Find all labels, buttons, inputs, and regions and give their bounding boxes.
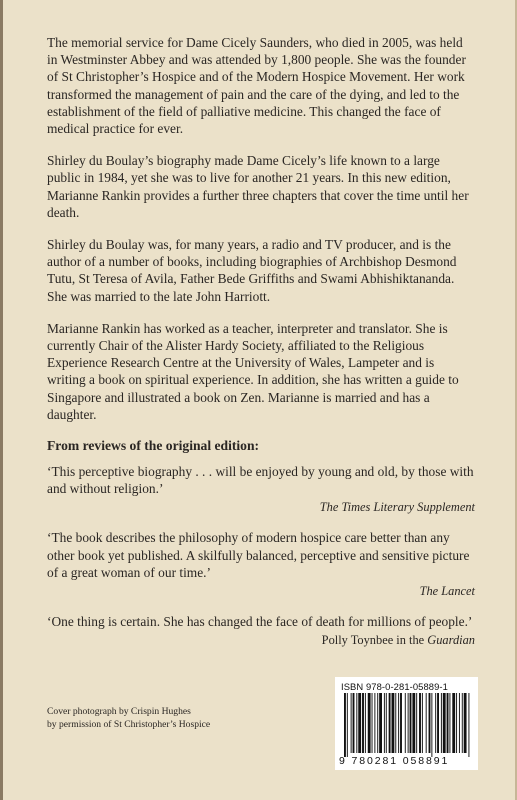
reviews-heading: From reviews of the original edition: [47,438,260,454]
barcode-bar [416,693,417,753]
barcode-bar [405,693,406,753]
barcode-bar [441,693,442,753]
barcode-bar [468,693,469,757]
barcode-bar [377,693,378,753]
barcode-bar [386,693,387,753]
review-source-prefix: Polly Toynbee in the [321,633,428,648]
blurb-paragraph-1: The memorial service for Dame Cicely Saunders, who died in 2005, was held in Westminster Abbey and was attended by 1,800 people. She was the founder of St Christopher’s Hospice and of the Modern Hospice Movement. Her work transformed the management of pain and the care of the dying, and led to the establishment of the field of palliative medicine. This changed the face of medical practice for ever. [47,35,466,137]
barcode-bar [347,693,348,757]
barcode-bar [408,693,409,753]
barcode-bar [384,693,385,753]
barcode-bar [447,693,449,753]
barcode-bar [431,693,432,757]
review-quote-2 [47,529,475,599]
review-quote-text: ‘This perceptive biography . . . will be enjoyed by young and old, by those with and without religion.’ [47,464,474,497]
review-quote-text: ‘One thing is certain. She has changed the face of death for millions of people.’ [47,614,473,630]
barcode-bars [341,693,472,757]
barcode-bar [392,693,395,753]
barcode-bar [368,693,371,753]
blurb-paragraph-4: Marianne Rankin has worked as a teacher, interpreter and translator. She is currently Chair of the Alister Hardy Society, affiliated to the Religious Experience Research Centre at the University of Wales, Lampeter and is writing a book on spiritual experience. In addition, she has written a guide to Singapore and illustrated a book on Zen. Marianne is married and has a daughter. [47,320,459,422]
barcode-bar [429,693,431,753]
barcode-bar [372,693,373,753]
barcode-bar [426,693,427,753]
barcode-bar [464,693,467,753]
barcode-bar [456,693,457,753]
review-quote-1 [47,463,475,515]
review-quote-source [47,633,475,648]
barcode-bar [353,693,355,753]
review-source-publication: Guardian [427,633,475,648]
barcode-bar [449,693,450,753]
barcode-bar [437,693,439,753]
barcode-bar [435,693,436,753]
barcode-bar [351,693,352,753]
barcode-bar [362,693,364,753]
barcode-bar [356,693,357,753]
barcode-bar [443,693,446,753]
blurb-content [47,34,475,662]
barcode-bar [389,693,391,753]
review-quote-3 [47,613,475,648]
barcode-bar [344,693,346,757]
blurb-paragraph-3: Shirley du Boulay was, for many years, a radio and TV producer, and is the author of a number of books, including biographies of Archbishop Desmond Tutu, St Teresa of Avila, Father Bede Griffiths and Swami Abhishiktananda. She was married to the late John Harriott. [47,237,457,304]
barcode-bar [374,693,375,753]
barcode-bar [422,693,423,753]
barcode-bar [419,693,421,753]
review-quote-source: The Times Literary Supplement [319,500,475,515]
cover-photo-credit [47,706,210,731]
barcode-bar [410,693,412,753]
barcode-bar [379,693,382,753]
review-quote-source: The Lancet [419,584,475,599]
blurb-paragraph-2: Shirley du Boulay’s biography made Dame Cicely’s life known to a large public in 1984, yet she was to live for another 21 years. In this new edition, Marianne Rankin provides a further three chapters that cover the time until her death. [47,153,469,220]
barcode-bar [395,693,396,753]
isbn-label: ISBN 978-0-281-05889-1 [341,681,448,692]
barcode-bar [400,693,402,753]
isbn-barcode [335,677,478,770]
barcode-bar [358,693,361,753]
barcode-bar [365,693,366,753]
review-quote-text: ‘The book describes the philosophy of modern hospice care better than any other book yet published. A skilfully balanced, perceptive and sensitive picture of a great woman of our time.’ [47,530,470,580]
credit-line-2: by permission of St Christopher’s Hospice [47,718,211,730]
barcode-bar [398,693,399,753]
barcode-bar [412,693,415,753]
credit-line-1: Cover photograph by Crispin Hughes [47,706,191,717]
barcode-bar [459,693,460,753]
barcode-digits: 9 780281 058891 [339,755,450,767]
barcode-bar [452,693,455,753]
barcode-bar [462,693,463,753]
